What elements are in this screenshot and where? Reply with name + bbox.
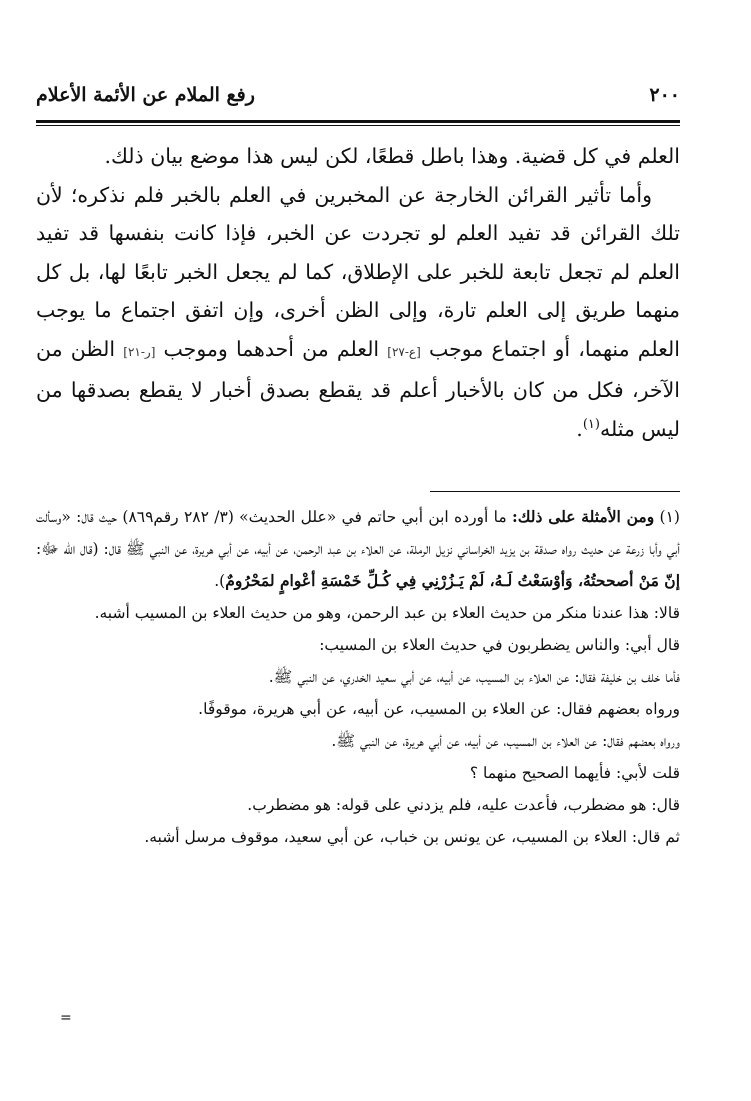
footnote-line-7: قلت لأبي: فأيهما الصحيح منهما ؟ — [469, 764, 680, 782]
book-title: رفع الملام عن الأئمة الأعلام — [36, 84, 255, 106]
footnote-1-quote-end: ). — [214, 572, 226, 590]
footnote-line-6: ورواه بعضهم فقال: عن العلاء بن المسيب، عن أبيه، عن أبي هريرة، عن النبي ﷺ. — [331, 732, 680, 750]
footnotes-section — [36, 501, 680, 853]
footnote-line-9: ثم قال: العلاء بن المسيب، عن يونس بن خباب، عن أبي سعيد، موقوف مرسل أشبه. — [144, 828, 680, 846]
header-rule-thin — [36, 125, 680, 126]
main-body-text — [36, 137, 680, 448]
footnote-1-text: ما أورده ابن أبي حاتم في «علل الحديث» (٣/ ٢٨٢ رقم٨٦٩) حيث قال: «وسألت أبي وأبا زرعة عن حديث رواه صدقة بن يزيد الخراساني نزيل الرملة، عن العلاء بن عبد الرحمن، عن أبيه، عن أبي هريرة، عن النبي ﷺ قال: (قال الله ﷻ: — [36, 508, 680, 558]
paragraph-2-part-a: وأما تأثير القرائن الخارجة عن المخبرين في العلم بالخبر فلم نذكره؛ لأن تلك القرائن قد تفيد العلم لو تجردت عن الخبر، فإذا كانت بنفسها قد تفيد العلم لم تجعل تابعة للخبر على الإطلاق، كما لم يجعل الخبر تابعًا لها، بل كل منهما طريق إلى العلم تارة، وإلى الظن أخرى، وإن اتفق اجتماع ما يوجب العلم منهما، أو اجتماع موجب — [36, 182, 680, 361]
paragraph-2-part-b: العلم من أحدهما وموجب — [163, 336, 380, 361]
paragraph-2-part-c: الظن من الآخر، فكل من كان بالأخبار أعلم قد يقطع بصدق أخبار لا يقطع بصدقها من ليس مثله — [36, 336, 680, 441]
footnote-1 — [36, 501, 680, 597]
footnote-line-3: قال أبي: والناس يضطربون في حديث العلاء بن المسيب: — [319, 636, 680, 654]
paragraph-1: العلم في كل قضية. وهذا باطل قطعًا، لكن ليس هذا موضع بيان ذلك. — [104, 144, 680, 168]
footnote-line-2: قالا: هذا عندنا منكر من حديث العلاء بن عبد الرحمن، وهو من حديث العلاء بن المسيب أشبه. — [94, 604, 680, 622]
footnote-1-number: (١) — [659, 508, 680, 526]
footnote-reference: (١) — [582, 416, 600, 432]
paragraph-2-end: . — [576, 416, 583, 441]
footnote-line-8: قال: هو مضطرب، فأعدت عليه، فلم يزدني على قوله: هو مضطرب. — [247, 796, 680, 814]
paragraph-2 — [36, 176, 680, 449]
header-rule-thick — [36, 120, 680, 123]
footnote-1-hadith-quote: إنّ مَنْ أصححتُهُ، وَأوْسَعْتُ لَـهُ، لَمْ يَـزُرْنِي فِي كُـلِّ خَمْسَةِ أعْوامٍ لمَحْرُومٌ — [225, 571, 680, 590]
footnote-separator — [430, 491, 680, 492]
running-header — [36, 84, 680, 114]
footnote-line-5: ورواه بعضهم فقال: عن العلاء بن المسيب، عن أبيه، عن أبي هريرة، موقوفًا. — [198, 700, 680, 718]
footnote-line-4: فأما خلف بن خليفة فقال: عن العلاء بن المسيب، عن أبيه، عن أبي سعيد الخدري، عن النبي ﷺ. — [268, 668, 680, 686]
continuation-mark: = — [60, 1010, 72, 1026]
page-marker-ra: [ر-٢١] — [123, 344, 156, 359]
page-marker-ain: [ع-٢٧] — [387, 344, 421, 359]
footnote-1-lead: ومن الأمثلة على ذلك: — [512, 507, 655, 526]
page-number: ٢٠٠ — [649, 84, 680, 106]
